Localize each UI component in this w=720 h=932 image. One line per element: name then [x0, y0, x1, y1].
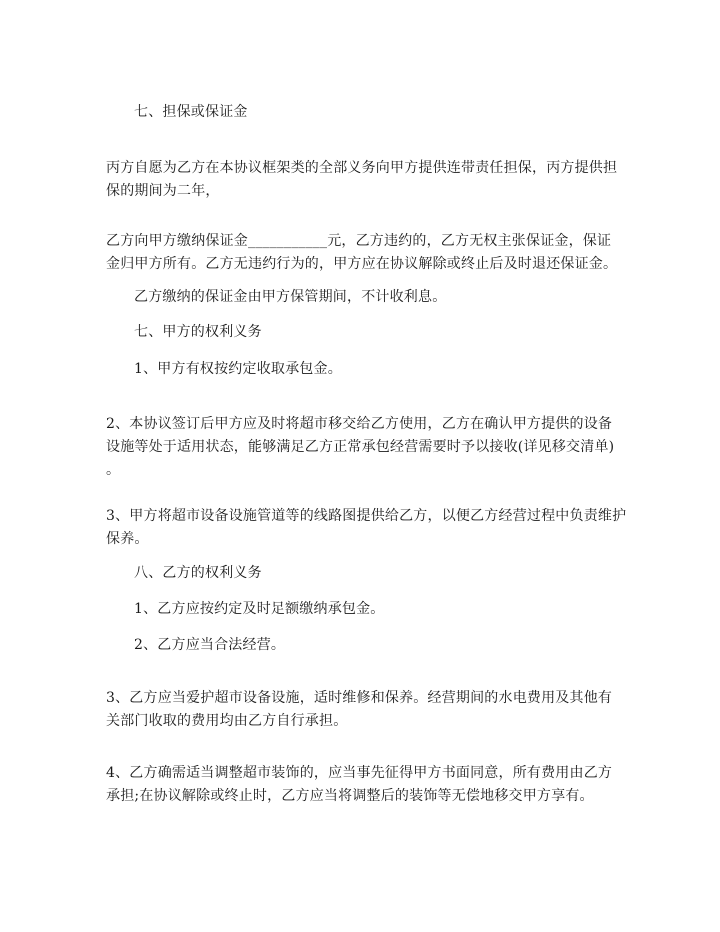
- text-line: 2、本协议签订后甲方应及时将超市移交给乙方使用，乙方在确认甲方提供的设备: [106, 416, 613, 432]
- text-line: 承担;在协议解除或终止时，乙方应当将调整后的装饰等无偿地移交甲方享有。: [106, 788, 594, 804]
- paragraph-party-b-item-4: [106, 762, 616, 808]
- text-line: 设施等处于适用状态，能够满足乙方正常承包经营需要时予以接收(详见移交清单): [106, 439, 615, 455]
- text-line: 保的期间为二年，: [106, 183, 220, 199]
- text-line: 金归甲方所有。乙方无违约行为的，甲方应在协议解除或终止后及时退还保证金。: [106, 256, 618, 272]
- section-heading-party-a-rights: 七、甲方的权利义务: [134, 324, 262, 340]
- paragraph-party-a-item-2: [106, 413, 616, 482]
- paragraph-guarantor-clause: [106, 157, 616, 203]
- text-line: 关部门收取的费用均由乙方自行承担。: [106, 713, 348, 729]
- paragraph-party-a-item-1: 1、甲方有权按约定收取承包金。: [134, 361, 342, 377]
- text-line: 丙方自愿为乙方在本协议框架类的全部义务向甲方提供连带责任担保，丙方提供担: [106, 160, 618, 176]
- text-line: 保养。: [106, 531, 149, 547]
- text-line: 3、甲方将超市设备设施管道等的线路图提供给乙方，以便乙方经营过程中负责维护: [106, 508, 627, 524]
- text-line: 。: [106, 462, 121, 478]
- section-heading-party-b-rights: 八、乙方的权利义务: [134, 565, 262, 581]
- section-heading-guarantee: 七、担保或保证金: [134, 104, 248, 120]
- text-line: 4、乙方确需适当调整超市装饰的，应当事先征得甲方书面同意，所有费用由乙方: [106, 765, 613, 781]
- paragraph-party-b-item-1: 1、乙方应按约定及时足额缴纳承包金。: [134, 601, 385, 617]
- paragraph-party-b-item-3: [106, 687, 616, 733]
- paragraph-deposit-interest: 乙方缴纳的保证金由甲方保管期间，不计收利息。: [134, 289, 447, 305]
- text-line: 3、乙方应当爱护超市设备设施，适时维修和保养。经营期间的水电费用及其他有: [106, 690, 613, 706]
- paragraph-deposit-clause: [106, 230, 616, 276]
- text-line: 乙方向甲方缴纳保证金___________元，乙方违约的，乙方无权主张保证金，保证: [106, 233, 612, 249]
- paragraph-party-a-item-3: [106, 505, 627, 551]
- paragraph-party-b-item-2: 2、乙方应当合法经营。: [134, 637, 286, 653]
